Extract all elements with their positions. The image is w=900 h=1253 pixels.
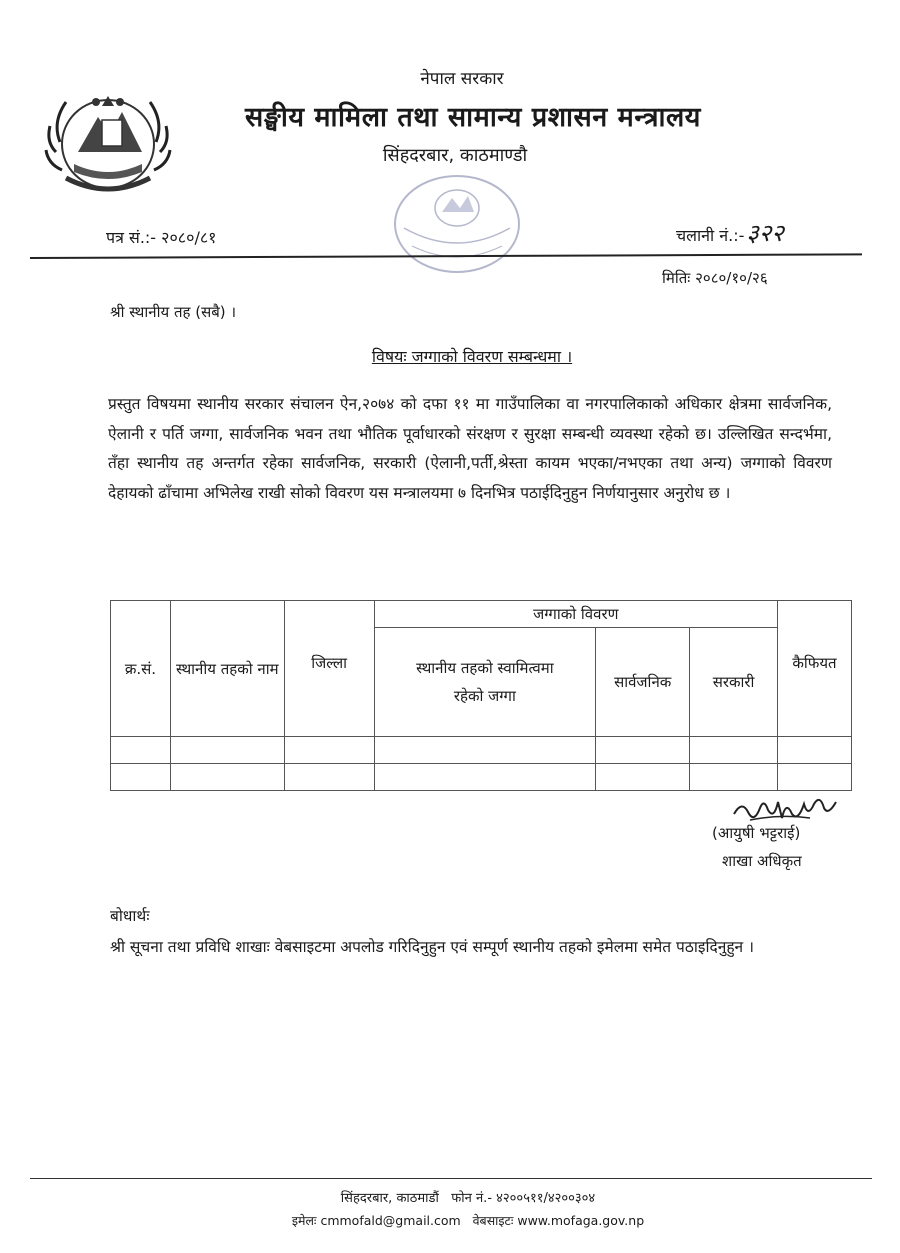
date-value: २०८०/१०/२६ [695,269,768,287]
dispatch-number [676,216,784,249]
signatory-title: शाखा अधिकृत [722,852,802,870]
footer-email[interactable]: cmmofald@gmail.com [320,1213,461,1228]
dispatch-number-value: ३२२ [746,219,784,247]
footer-email-label: इमेलः [291,1213,317,1228]
table-row [111,764,852,791]
footer-website[interactable]: www.mofaga.gov.np [517,1213,645,1228]
dispatch-number-label: चलानी नं.:- [676,226,745,245]
date-label: मितिः [662,269,691,287]
government-name: नेपाल सरकार [420,69,504,89]
footer-phone: ४२००५११/४२००३०४ [496,1191,596,1206]
letter-number-value: २०८०/८१ [161,228,217,247]
letter-body: प्रस्तुत विषयमा स्थानीय सरकार संचालन ऐन,२०७४ को दफा ११ मा गाउँपालिका वा नगरपालिकाको अधिकार क्षेत्रमा सार्वजनिक, ऐलानी र पर्ति जग्गा, सार्वजनिक भवन तथा भौतिक पूर्वाधारको संरक्षण र सुरक्षा सम्बन्धी व्यवस्था रहेको छ। उल्लिखित सन्दर्भमा, तँहा स्थानीय तह अन्तर्गत रहेका सार्वजनिक, सरकारी (ऐलानी,पर्ती,श्रेस्ता कायम भएका/नभएका तथा अन्य) जग्गाको विवरण देहायको ढाँचामा अभिलेख राखी सोको विवरण यस मन्त्रालयमा ७ दिनभित्र पठाईदिनुहुन निर्णयानुसार अनुरोध छ । [108,395,832,502]
cc-text: श्री सूचना तथा प्रविधि शाखाः वेबसाइटमा अपलोड गरिदिनुहुन एवं सम्पूर्ण स्थानीय तहको इमेलमा समेत पठाइदिनुहुन । [110,938,754,956]
header-local-owned-land: स्थानीय तहको स्वामित्वमा रहेको जग्गा [374,628,596,737]
letter-number-label: पत्र सं.:- [106,228,157,247]
footer-website-label: वेबसाइटः [472,1213,514,1228]
footer-phone-label: फोन नं.- [451,1191,493,1206]
footer-address: सिंहदरबार, काठमाडौं [340,1191,439,1206]
header-remarks: कैफियत [778,601,852,737]
header-government-land: सरकारी [690,628,778,737]
header-local-level-name: स्थानीय तहको नाम [170,601,284,737]
land-details-table [110,600,852,791]
header-serial-number: क्र.सं. [111,601,171,737]
table-row [111,737,852,764]
recipient: श्री स्थानीय तह (सबै) । [110,303,237,321]
footer-address-line [0,1188,900,1206]
table-header-row [111,601,852,628]
ministry-address: सिंहदरबार, काठमाण्डौ [382,145,528,166]
header-land-details-group: जग्गाको विवरण [374,601,777,628]
footer-contact-line [0,1212,900,1229]
letter-date [662,268,768,288]
footer-divider [30,1178,872,1179]
signatory-name: (आयुषी भट्टराई) [712,824,801,842]
letter-number [106,226,216,248]
subject-text: विषयः जग्गाको विवरण सम्बन्धमा । [371,347,573,366]
ministry-seal-icon [382,168,532,280]
subject-line [0,345,900,367]
cc-label: बोधार्थः [110,907,150,925]
header-public-land: सार्वजनिक [596,628,690,737]
header-district: जिल्ला [284,601,374,737]
ministry-name: सङ्घीय मामिला तथा सामान्य प्रशासन मन्त्रालय [245,102,701,133]
